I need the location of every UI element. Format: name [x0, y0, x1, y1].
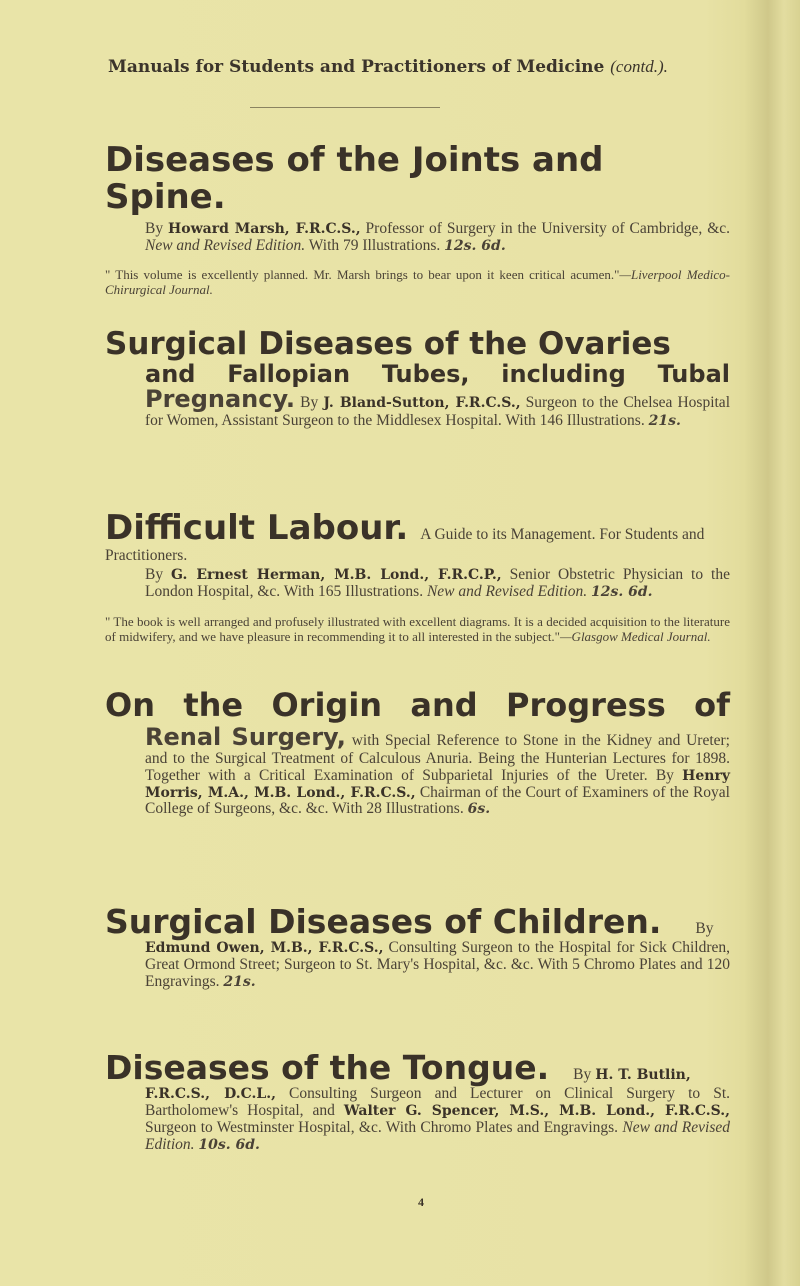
- page-number: 4: [418, 1195, 424, 1209]
- author: Henry Morris, M.A., M.B. Lond., F.R.C.S.,: [145, 767, 730, 801]
- entry-diseases-tongue: [105, 1050, 730, 1153]
- entry-head: Surgical Diseases of Children. By: [105, 902, 714, 941]
- entry-body: Renal Surgery, with Special Reference to Stone in the Kidney and Ureter; and to the Surgical Treatment of Calculous Anuria. Being the Hunterian Lectures for 1898. Together with a Critical Examination of Subparietal Injuries of the Ureter. By Henry Morris, M.A., M.B. Lond., F.R.C.S., Chairman of the Court of Examiners of the Royal College of Surgeons, &c. &c. With 28 Illustrations. 6s.: [145, 723, 730, 818]
- entry-title: Diseases of the Tongue.: [105, 1048, 550, 1087]
- entry-body: Edmund Owen, M.B., F.R.C.S., Consulting Surgeon to the Hospital for Sick Children, Great Ormond Street; Surgeon to St. Mary's Hospital, &c. &c. With 5 Chromo Plates and 120 Engravings. 21s.: [145, 939, 731, 990]
- price: 10s. 6d.: [198, 1136, 260, 1153]
- edition: New and Revised Edition.: [145, 1118, 730, 1153]
- author: Walter G. Spencer, M.S., M.B. Lond., F.R.C.S.,: [343, 1103, 731, 1120]
- edition: New and Revised Edition.: [426, 583, 588, 601]
- price: 12s. 6d.: [590, 584, 653, 601]
- entry-title: Surgical Diseases of Children.: [105, 902, 662, 941]
- header-rule: [250, 107, 440, 108]
- entry-renal-surgery: [105, 688, 730, 818]
- entry-title: On the Origin and Progress of: [105, 686, 730, 724]
- author: Howard Marsh, F.R.C.S.,: [168, 220, 361, 237]
- entry-title-cont: and Fallopian Tubes, including Tubal: [145, 360, 730, 389]
- review-source: —Liverpool Medico-Chirurgical Journal.: [105, 267, 731, 298]
- entry-difficult-labour: [105, 510, 730, 645]
- entry-head: Diseases of the Tongue. By H. T. Butlin,: [105, 1048, 691, 1087]
- entry-diseases-children: [105, 904, 730, 991]
- edition: New and Revised Edition.: [145, 236, 306, 254]
- entry-title-cont: Pregnancy.: [145, 385, 296, 414]
- entry-body: By Howard Marsh, F.R.C.S., Professor of Surgery in the University of Cambridge, &c. New and Revised Edition. With 79 Illustrations. 12s. 6d.: [145, 219, 731, 254]
- entry-body: By G. Ernest Herman, M.B. Lond., F.R.C.P., Senior Obstetric Physician to the London Hospital, &c. With 165 Illustrations. New and Revised Edition. 12s. 6d.: [145, 566, 730, 601]
- author-credentials: F.R.C.S., D.C.L.,: [145, 1086, 276, 1103]
- review-quote: " This volume is excellently planned. Mr. Marsh brings to bear upon it keen critical acumen."—Liverpool Medico-Chirurgical Journal.: [105, 267, 731, 298]
- author: Edmund Owen, M.B., F.R.C.S.,: [145, 940, 384, 957]
- price: 21s.: [223, 973, 256, 990]
- review-source: —Glasgow Medical Journal.: [560, 628, 711, 644]
- running-title: Manuals for Students and Practitioners of Medicine: [108, 57, 605, 77]
- entry-title-cont: Renal Surgery,: [145, 723, 346, 752]
- entry-title: Surgical Diseases of the Ovaries: [105, 326, 671, 362]
- entry-title: Diseases of the Joints and Spine.: [105, 140, 604, 218]
- entry-ovaries: [105, 327, 730, 430]
- price: 21s.: [648, 413, 681, 430]
- price: 6s.: [467, 801, 491, 818]
- author: H. T. Butlin,: [595, 1067, 691, 1083]
- author: G. Ernest Herman, M.B. Lond., F.R.C.P.,: [171, 567, 502, 584]
- entry-joints-spine: [105, 142, 730, 298]
- entry-title: Difficult Labour.: [105, 508, 409, 548]
- entry-body: F.R.C.S., D.C.L., Consulting Surgeon and Lecturer on Clinical Surgery to St. Bartholomew's Hospital, and Walter G. Spencer, M.S., M.B. Lond., F.R.C.S., Surgeon to Westminster Hospital, &c. With Chromo Plates and Engravings. New and Revised Edition. 10s. 6d.: [145, 1085, 731, 1153]
- author: J. Bland-Sutton, F.R.C.S.,: [323, 395, 521, 412]
- contd-label: (contd.).: [610, 57, 668, 76]
- review-quote: " The book is well arranged and profusely illustrated with excellent diagrams. It is a decided acquisition to the literature of midwifery, and we have pleasure in recommending it to all interested in the subject."—Glasgow Medical Journal.: [105, 613, 730, 644]
- entry-body: and Fallopian Tubes, including Tubal Pregnancy. By J. Bland-Sutton, F.R.C.S., Surgeon to the Chelsea Hospital for Women, Assistant Surgeon to the Middlesex Hospital. With 146 Illustrations. 21s.: [145, 360, 730, 430]
- price: 12s. 6d.: [444, 237, 506, 254]
- entry-head: Difficult Labour. A Guide to its Management. For Students and Practitioners.: [105, 508, 705, 565]
- running-header: [108, 57, 708, 77]
